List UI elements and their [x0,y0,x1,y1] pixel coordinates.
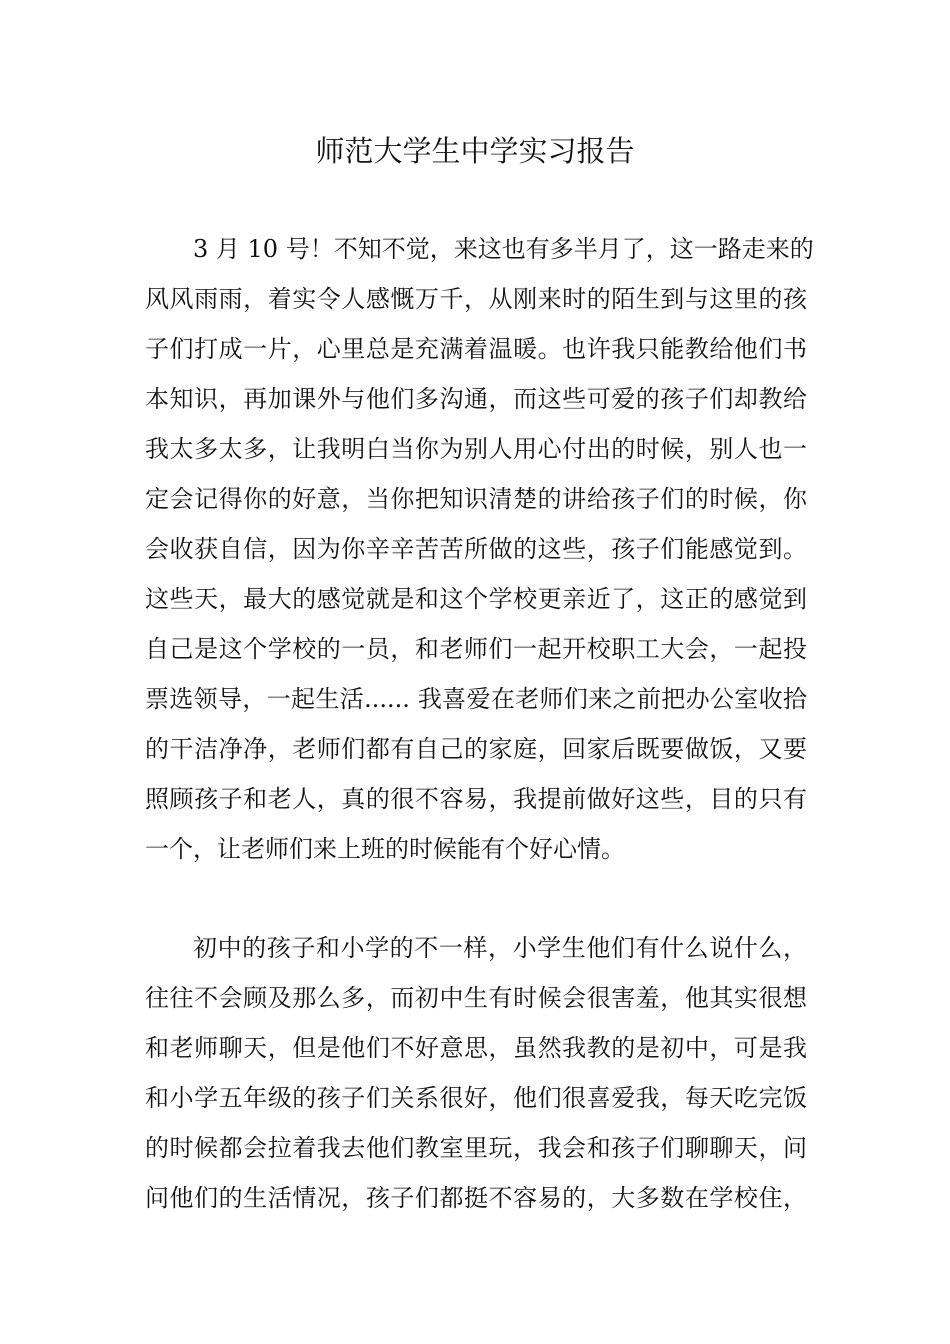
paragraph-line: 3 月 10 号！不知不觉，来这也有多半月了，这一路走来的 [193,235,814,263]
paragraph-line: 往往不会顾及那么多，而初中生有时候会很害羞，他其实很想 [145,984,807,1012]
paragraph-line: 自己是这个学校的一员，和老师们一起开校职工大会，一起投 [145,635,807,663]
paragraph-line: 初中的孩子和小学的不一样，小学生他们有什么说什么， [193,934,807,962]
paragraph-line: 和小学五年级的孩子们关系很好，他们很喜爱我，每天吃完饭 [145,1084,807,1112]
paragraph-line: 的时候都会拉着我去他们教室里玩，我会和孩子们聊聊天，问 [145,1134,807,1162]
paragraph-line: 我太多太多，让我明白当你为别人用心付出的时候，别人也一 [145,435,807,463]
paragraph-line: 一个，让老师们来上班的时候能有个好心情。 [145,835,625,863]
paragraph-line: 子们打成一片，心里总是充满着温暖。也许我只能教给他们书 [145,335,807,363]
paragraph-line: 票选领导，一起生活...... 我喜爱在老师们来之前把办公室收拾 [145,685,807,713]
paragraph-2 [145,923,807,1223]
document-title: 师范大学生中学实习报告 [315,134,635,168]
paragraph-line: 风风雨雨，着实令人感慨万千，从刚来时的陌生到与这里的孩 [145,285,807,313]
paragraph-line: 问他们的生活情况，孩子们都挺不容易的，大多数在学校住， [145,1184,807,1212]
paragraph-line: 和老师聊天，但是他们不好意思，虽然我教的是初中，可是我 [145,1034,807,1062]
paragraph-1 [145,224,814,874]
paragraph-line: 照顾孩子和老人，真的很不容易，我提前做好这些，目的只有 [145,785,807,813]
paragraph-line: 本知识，再加课外与他们多沟通，而这些可爱的孩子们却教给 [145,385,807,413]
paragraph-line: 的干洁净净，老师们都有自己的家庭，回家后既要做饭，又要 [145,735,807,763]
paragraph-line: 会收获自信，因为你辛辛苦苦所做的这些，孩子们能感觉到。 [145,535,807,563]
paragraph-line: 定会记得你的好意，当你把知识清楚的讲给孩子们的时候，你 [145,485,807,513]
paragraph-line: 这些天，最大的感觉就是和这个学校更亲近了，这正的感觉到 [145,585,807,613]
